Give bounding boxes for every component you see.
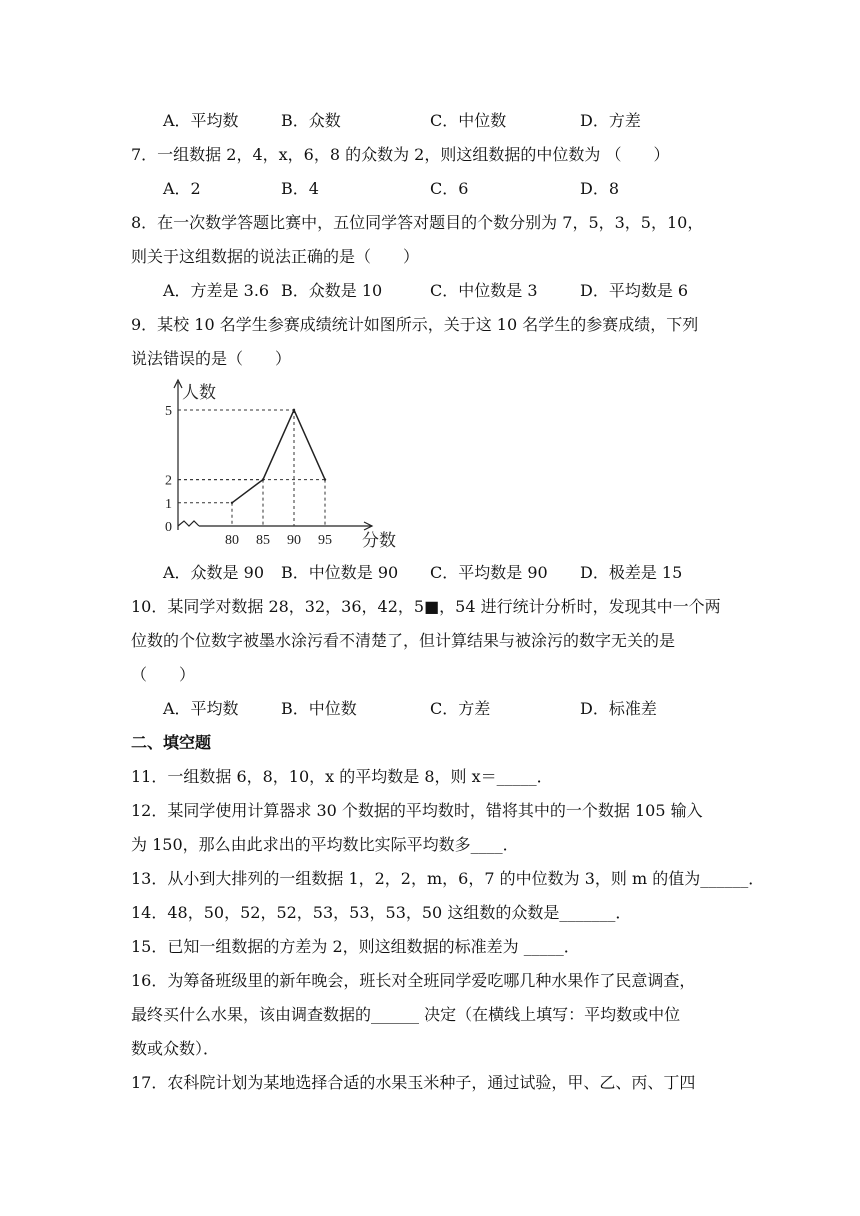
data-point xyxy=(324,478,326,480)
q8-stem-line-1: 8．在一次数学答题比赛中，五位同学答对题目的个数分别为 7，5，3，5，10， xyxy=(131,213,704,232)
q7-option-d: D．8 xyxy=(580,179,620,198)
q10-option-b: B．中位数 xyxy=(281,699,357,718)
q9-stem-line-1: 9．某校 10 名学生参赛成绩统计如图所示，关于这 10 名学生的参赛成绩，下列 xyxy=(131,315,699,334)
q7-option-c: C．6 xyxy=(430,179,469,198)
q9-option-a: A．众数是 90 xyxy=(163,563,265,582)
q9-option-d: D．极差是 15 xyxy=(580,563,683,582)
q16-line-1: 16．为筹备班级里的新年晚会，班长对全班同学爱吃哪几种水果作了民意调查， xyxy=(131,971,696,990)
q11-line: 11．一组数据 6，8，10，x 的平均数是 8，则 x＝_____． xyxy=(131,767,553,786)
series-line xyxy=(232,410,325,503)
y-tick-label: 5 xyxy=(165,404,172,419)
y-tick-label: 0 xyxy=(165,520,172,535)
q9-option-c: C．平均数是 90 xyxy=(430,563,548,582)
x-axis-title: 分数 xyxy=(362,531,396,550)
x-tick-label: 95 xyxy=(318,533,332,548)
data-point xyxy=(293,409,295,411)
data-point xyxy=(231,502,233,504)
q17-line-1: 17．农科院计划为某地选择合适的水果玉米种子，通过试验，甲、乙、丙、丁四 xyxy=(131,1073,696,1092)
q15-line: 15．已知一组数据的方差为 2，则这组数据的标准差为 _____． xyxy=(131,937,580,956)
q8-stem-line-2: 则关于这组数据的说法正确的是（ ） xyxy=(131,247,420,266)
q6-option-d: D．方差 xyxy=(580,111,641,130)
y-axis-title: 人数 xyxy=(182,383,216,402)
q8-option-d: D．平均数是 6 xyxy=(580,281,689,300)
q12-line-2: 为 150，那么由此求出的平均数比实际平均数多____． xyxy=(131,835,519,854)
q9-stem-line-2: 说法错误的是（ ） xyxy=(131,349,292,368)
q6-option-c: C．中位数 xyxy=(430,111,507,130)
q6-option-b: B．众数 xyxy=(281,111,341,130)
q10-option-c: C．方差 xyxy=(430,699,491,718)
q7-stem: 7．一组数据 2，4，x，6，8 的众数为 2，则这组数据的中位数为 （ ） xyxy=(131,145,670,164)
q10-stem-line-3: （ ） xyxy=(131,665,196,684)
section-heading: 二、填空题 xyxy=(131,733,212,752)
q7-option-b: B．4 xyxy=(281,179,319,198)
x-tick-label: 80 xyxy=(225,533,239,548)
q13-line: 13．从小到大排列的一组数据 1，2，2，m，6，7 的中位数为 3，则 m 的值为______． xyxy=(131,869,765,888)
q12-line-1: 12．某同学使用计算器求 30 个数据的平均数时，错将其中的一个数据 105 输入 xyxy=(131,801,703,820)
q6-option-a: A．平均数 xyxy=(163,111,239,130)
q14-line: 14．48，50，52，52，53，53，53，50 这组数的众数是_______． xyxy=(131,903,632,922)
axis-break-zigzag xyxy=(178,521,199,526)
q9-option-b: B．中位数是 90 xyxy=(281,563,399,582)
q8-option-a: A．方差是 3.6 xyxy=(163,281,270,300)
data-point xyxy=(262,478,264,480)
x-tick-label: 85 xyxy=(256,533,270,548)
q8-option-b: B．众数是 10 xyxy=(281,281,383,300)
q10-stem-line-1: 10．某同学对数据 28，32，36，42，5■，54 进行统计分析时，发现其中一个两 xyxy=(131,597,721,616)
q10-option-d: D．标准差 xyxy=(580,699,657,718)
q16-line-2: 最终买什么水果，该由调查数据的______ 决定（在横线上填写：平均数或中位 xyxy=(131,1005,681,1024)
y-tick-label: 1 xyxy=(165,496,172,512)
q10-option-a: A．平均数 xyxy=(163,699,239,718)
q7-option-a: A．2 xyxy=(163,179,201,198)
y-tick-label: 2 xyxy=(165,473,172,489)
score-line-chart xyxy=(150,376,410,556)
q8-option-c: C．中位数是 3 xyxy=(430,281,538,300)
q10-stem-line-2: 位数的个位数字被墨水涂污看不清楚了，但计算结果与被涂污的数字无关的是 xyxy=(131,631,676,650)
x-tick-label: 90 xyxy=(287,533,301,548)
q16-line-3: 数或众数）． xyxy=(131,1039,220,1058)
